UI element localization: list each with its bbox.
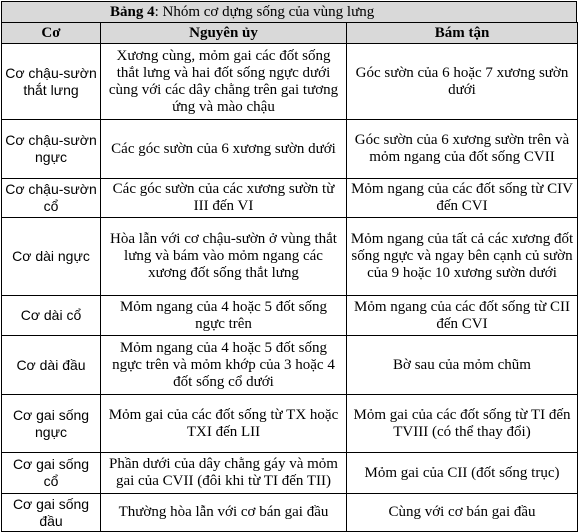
table-row	[2, 453, 578, 494]
table-row	[2, 218, 578, 296]
header-row	[2, 23, 578, 44]
table-row	[2, 44, 578, 120]
muscle-cell: Cơ chậu-sườn ngực	[2, 120, 101, 179]
header-origin: Nguyên ủy	[101, 23, 347, 44]
header-muscle: Cơ	[2, 23, 101, 44]
origin-cell: Các góc sườn của 6 xương sườn dưới	[101, 120, 347, 179]
table-row	[2, 494, 578, 532]
caption-text: : Nhóm cơ dựng sống của vùng lưng	[154, 4, 375, 20]
table-row	[2, 395, 578, 453]
muscle-table	[1, 22, 578, 532]
muscle-cell: Cơ chậu-sườn cổ	[2, 179, 101, 218]
insertion-cell: Cùng với cơ bán gai đầu	[347, 494, 578, 532]
caption-label: Bảng 4	[110, 4, 155, 20]
insertion-cell: Bờ sau của mỏm chũm	[347, 336, 578, 395]
insertion-cell: Mỏm gai của CII (đốt sống trục)	[347, 453, 578, 494]
insertion-cell: Góc sườn của 6 hoặc 7 xương sườn dưới	[347, 44, 578, 120]
origin-cell: Xương cùng, mỏm gai các đốt sống thắt lưng và hai đốt sống ngực dưới cùng với các dây chằng trên gai tương ứng và mào chậu	[101, 44, 347, 120]
muscle-cell: Cơ gai sống ngực	[2, 395, 101, 453]
origin-cell: Các góc sườn của các xương sườn từ III đến VI	[101, 179, 347, 218]
insertion-cell: Mỏm ngang của các đốt sống từ CII đến CVI	[347, 296, 578, 336]
insertion-cell: Mỏm ngang của tất cả các xương đốt sống ngực và ngay bên cạnh củ sườn của 9 hoặc 10 xương sườn dưới	[347, 218, 578, 296]
muscle-cell: Cơ dài cổ	[2, 296, 101, 336]
muscle-cell: Cơ dài đầu	[2, 336, 101, 395]
insertion-cell: Mỏm gai của các đốt sống từ TI đến TVIII (có thể thay đổi)	[347, 395, 578, 453]
table-row	[2, 179, 578, 218]
origin-cell: Phần dưới của dây chằng gáy và mỏm gai của CVII (đôi khi từ TI đến TII)	[101, 453, 347, 494]
insertion-cell: Mỏm ngang của các đốt sống từ CIV đến CVI	[347, 179, 578, 218]
muscle-cell: Cơ gai sống cổ	[2, 453, 101, 494]
origin-cell: Mỏm ngang của 4 hoặc 5 đốt sống ngực trên	[101, 296, 347, 336]
header-insertion: Bám tận	[347, 23, 578, 44]
table-row	[2, 336, 578, 395]
table-caption	[1, 1, 577, 23]
table-figure	[1, 1, 577, 529]
muscle-cell: Cơ dài ngực	[2, 218, 101, 296]
muscle-cell: Cơ chậu-sườn thắt lưng	[2, 44, 101, 120]
insertion-cell: Góc sườn của 6 xương sườn trên và mỏm ngang của đốt sống CVII	[347, 120, 578, 179]
table-row	[2, 296, 578, 336]
muscle-cell: Cơ gai sống đầu	[2, 494, 101, 532]
origin-cell: Thường hòa lẫn với cơ bán gai đầu	[101, 494, 347, 532]
table-row	[2, 120, 578, 179]
origin-cell: Hòa lẫn với cơ chậu-sườn ở vùng thắt lưng và bám vào mỏm ngang các xương đốt sống thắt lưng	[101, 218, 347, 296]
origin-cell: Mỏm ngang của 4 hoặc 5 đốt sống ngực trên và mỏm khớp của 3 hoặc 4 đốt sống cổ dưới	[101, 336, 347, 395]
origin-cell: Mỏm gai của các đốt sống từ TX hoặc TXI đến LII	[101, 395, 347, 453]
